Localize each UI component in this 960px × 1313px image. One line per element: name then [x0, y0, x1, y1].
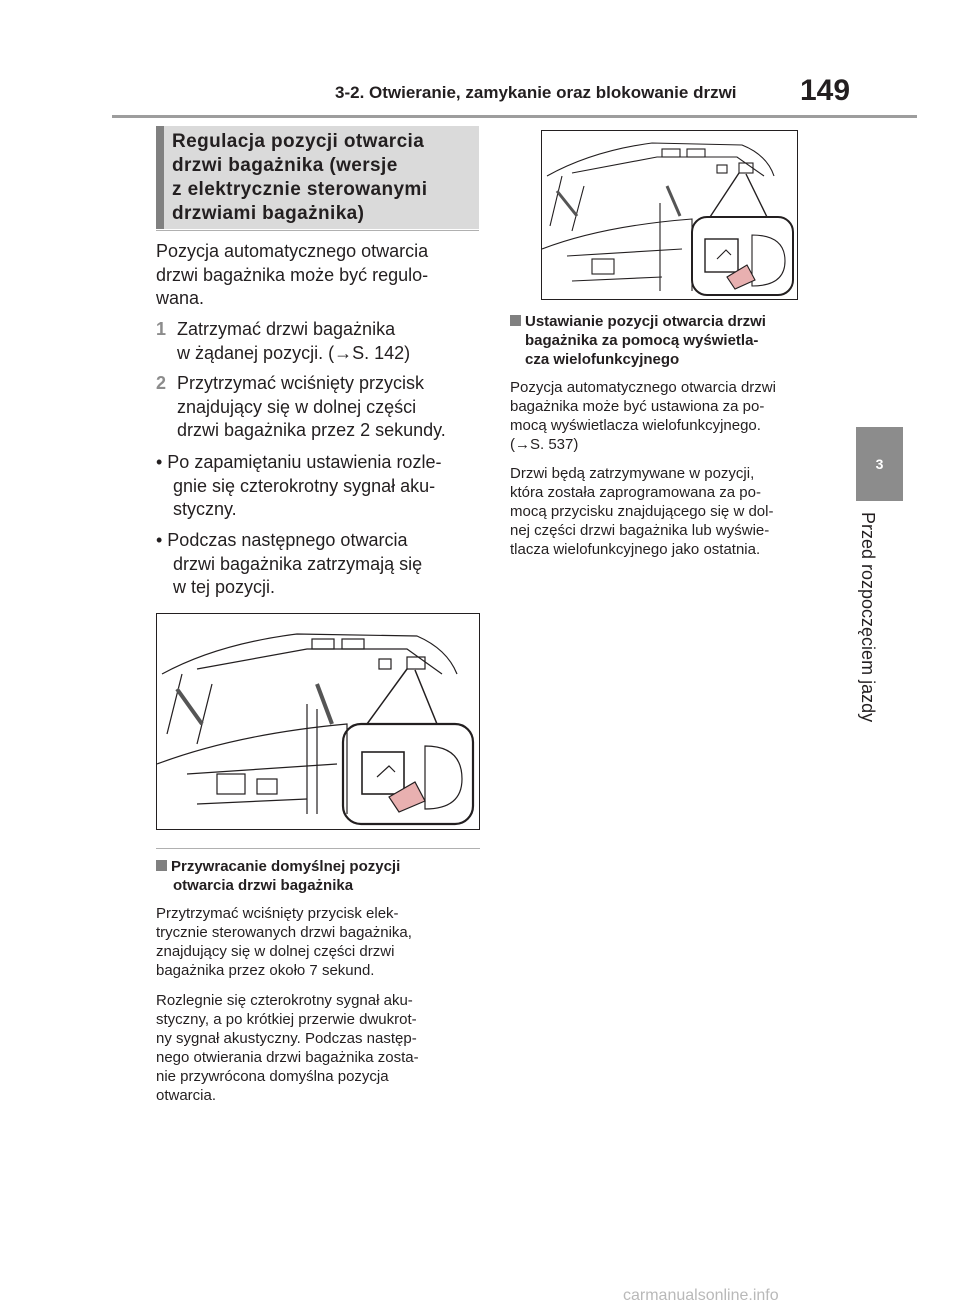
- text-line: styczny, a po krótkiej przerwie dwukrot-: [156, 1011, 417, 1028]
- section-heading-line: drzwiami bagażnika): [172, 203, 365, 224]
- step-number: 1: [156, 319, 167, 339]
- tailgate-illustration-2: [541, 130, 798, 300]
- text-line: Przytrzymać wciśnięty przycisk elek-: [156, 905, 399, 922]
- press-arrow-icon: [727, 265, 755, 289]
- section-heading-bar: [156, 126, 164, 229]
- display-heading: [510, 312, 766, 369]
- text-line: Przytrzymać wciśnięty przycisk: [177, 373, 425, 393]
- chapter-number: 3: [875, 456, 884, 472]
- page-reference: (→S. 537): [510, 436, 579, 453]
- bullet-note-1: [156, 451, 441, 522]
- text-line: Pozycja automatycznego otwarcia: [156, 241, 429, 261]
- section-heading: [172, 130, 477, 226]
- text-line: nego otwierania drzwi bagażnika zosta-: [156, 1049, 419, 1066]
- text-line: trycznie sterowanych drzwi bagażnika,: [156, 924, 412, 941]
- intro-paragraph: [156, 240, 428, 311]
- chapter-tab: [856, 427, 903, 501]
- divider: [156, 848, 480, 849]
- reset-paragraph-2: [156, 991, 419, 1105]
- text-line: Zatrzymać drzwi bagażnika: [177, 319, 396, 339]
- tailgate-illustration: [156, 613, 480, 830]
- tailgate-button: [705, 239, 738, 272]
- text-line: drzwi bagażnika zatrzymają się: [173, 553, 423, 574]
- text-line: Drzwi będą zatrzymywane w pozycji,: [510, 465, 755, 482]
- section-underline: [156, 230, 479, 231]
- text-line: bagażnika za pomocą wyświetla-: [525, 332, 759, 349]
- reset-paragraph-1: [156, 904, 412, 980]
- text-line: tlacza wielofunkcyjnego jako ostatnia.: [510, 541, 761, 558]
- text-line: nej części drzwi bagażnika lub wyświe-: [510, 522, 770, 539]
- section-heading-line: Regulacja pozycji otwarcia: [172, 131, 425, 152]
- press-arrow-icon: [389, 782, 425, 812]
- tailgate-door-outline: [162, 634, 457, 674]
- text-line: która została zaprogramowana za po-: [510, 484, 761, 501]
- text-line: znajdujący się w dolnej części drzwi: [156, 943, 395, 960]
- text-line: Pozycja automatycznego otwarcia drzwi: [510, 379, 776, 396]
- tailgate-button-icon: [377, 766, 395, 777]
- bullet-note-2: [156, 529, 422, 600]
- text-line: styczny.: [173, 499, 237, 519]
- text-line: w żądanej pozycji. (→S. 142): [177, 342, 411, 363]
- text-line: cza wielofunkcyjnego: [525, 351, 680, 368]
- text-line: znajdujący się w dolnej części: [177, 396, 417, 417]
- tailgate-button: [362, 752, 404, 794]
- text-line: nie przywrócona domyślna pozycja: [156, 1068, 389, 1085]
- text-line: gnie się czterokrotny sygnał aku-: [173, 475, 436, 496]
- text-line: drzwi bagażnika może być regulo-: [156, 264, 429, 285]
- text-line: Ustawianie pozycji otwarcia drzwi: [525, 313, 766, 330]
- running-header: 3-2. Otwieranie, zamykanie oraz blokowanie drzwi: [335, 83, 737, 102]
- display-paragraph-1: [510, 378, 776, 454]
- tailgate-button-icon: [717, 250, 731, 259]
- header-rule: [112, 115, 917, 118]
- text-line: bagażnika przez około 7 sekund.: [156, 962, 375, 979]
- reset-heading: [156, 857, 400, 895]
- text-line: • Podczas następnego otwarcia: [156, 530, 408, 550]
- step-number: 2: [156, 373, 167, 393]
- text-line: ny sygnał akustyczny. Podczas następ-: [156, 1030, 417, 1047]
- section-heading-line: z elektrycznie sterowanymi: [172, 179, 428, 200]
- watermark: carmanualsonline.info: [623, 1287, 779, 1304]
- section-heading-line: drzwi bagażnika (wersje: [172, 155, 398, 176]
- chapter-label: Przed rozpoczęciem jazdy: [858, 512, 878, 723]
- display-paragraph-2: [510, 464, 773, 559]
- text-line: Przywracanie domyślnej pozycji: [171, 858, 401, 875]
- text-line: drzwi bagażnika przez 2 sekundy.: [177, 420, 446, 440]
- text-line: • Po zapamiętaniu ustawienia rozle-: [156, 452, 442, 472]
- text-line: mocą wyświetlacza wielofunkcyjnego.: [510, 417, 761, 434]
- text-line: w tej pozycji.: [173, 577, 276, 597]
- text-line: otwarcia.: [156, 1087, 217, 1104]
- square-bullet-icon: [156, 860, 167, 871]
- page-number: 149: [800, 74, 851, 107]
- text-line: wana.: [156, 288, 205, 308]
- text-line: Rozlegnie się czterokrotny sygnał aku-: [156, 992, 413, 1009]
- text-line: mocą przycisku znajdującego się w dol-: [510, 503, 774, 520]
- square-bullet-icon: [510, 315, 521, 326]
- section-heading-box: [156, 126, 479, 229]
- text-line: otwarcia drzwi bagażnika: [173, 877, 354, 894]
- text-line: bagażnika może być ustawiona za po-: [510, 398, 765, 415]
